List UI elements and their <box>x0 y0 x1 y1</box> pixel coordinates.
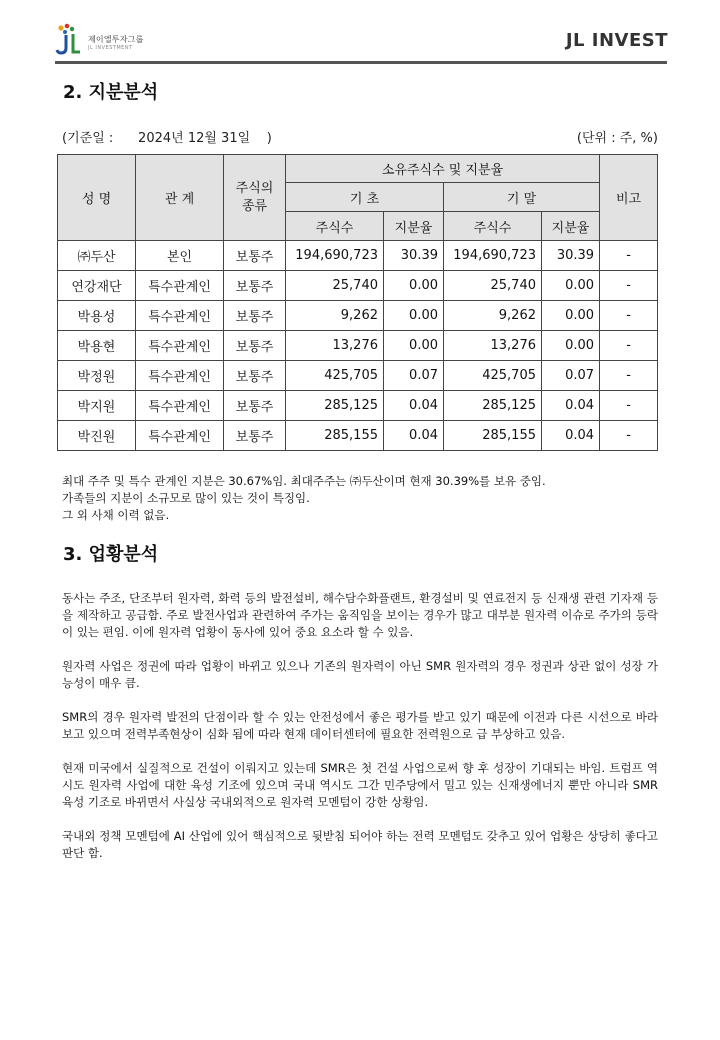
cell-end-shares: 9,262 <box>444 301 542 331</box>
cell-relation: 특수관계인 <box>136 361 224 391</box>
header-end-shares: 주식수 <box>444 212 542 241</box>
cell-begin-ratio: 0.00 <box>384 301 444 331</box>
cell-end-shares: 285,125 <box>444 391 542 421</box>
table-row <box>58 391 658 421</box>
cell-end-shares: 285,155 <box>444 421 542 451</box>
paragraph: 동사는 주조, 단조부터 원자력, 화력 등의 발전설비, 해수담수화플랜트, 환경설비 및 연료전지 등 신재생 관련 기자재 등을 제작하고 공급함. 주로 발전사업과 관련하여 주가는 움직임을 보이는 경우가 많고 대부분 원자력 이슈로 주가의 등락이 있는 편임. 이에 원자력 업황이 동사에 있어 중요 요소라 할 수 있음. <box>62 591 658 639</box>
note-line: 최대 주주 및 특수 관계인 지분은 30.67%임. 최대주주는 ㈜두산이며 현재 30.39%를 보유 중임. <box>62 474 546 488</box>
table-row <box>58 361 658 391</box>
table-row <box>58 301 658 331</box>
cell-end-ratio: 0.00 <box>542 331 600 361</box>
cell-type: 보통주 <box>224 301 286 331</box>
note-line: 가족들의 지분이 소규모로 많이 있는 것이 특징임. <box>62 491 310 505</box>
cell-end-ratio: 0.07 <box>542 361 600 391</box>
cell-relation: 특수관계인 <box>136 271 224 301</box>
paragraph: 현재 미국에서 실질적으로 건설이 이뤄지고 있는데 SMR은 첫 건설 사업으로써 향 후 성장이 기대되는 바임. 트럼프 역시도 원자력 사업에 대한 육성 기조에 있으며 국내 역시도 그간 민주당에서 밀고 있는 신재생에너지 뿐만 아니라 SMR 육성 기조로 바뀌면서 사실상 국내외적으로 원자력 모멘텀이 강한 상황임. <box>62 761 658 809</box>
table-row <box>58 331 658 361</box>
cell-name: ㈜두산 <box>58 241 136 271</box>
cell-end-ratio: 0.00 <box>542 301 600 331</box>
header-end-ratio: 지분율 <box>542 212 600 241</box>
header-begin: 기 초 <box>286 183 444 212</box>
note-line: 그 외 사채 이력 없음. <box>62 508 170 522</box>
cell-remark: - <box>600 271 658 301</box>
shareholding-table <box>57 154 658 451</box>
cell-begin-shares: 9,262 <box>286 301 384 331</box>
cell-end-shares: 194,690,723 <box>444 241 542 271</box>
cell-remark: - <box>600 301 658 331</box>
cell-type: 보통주 <box>224 421 286 451</box>
cell-type: 보통주 <box>224 361 286 391</box>
cell-type: 보통주 <box>224 391 286 421</box>
header-remark: 비고 <box>600 155 658 241</box>
cell-name: 연강재단 <box>58 271 136 301</box>
cell-end-shares: 25,740 <box>444 271 542 301</box>
table-row <box>58 271 658 301</box>
cell-remark: - <box>600 421 658 451</box>
cell-end-shares: 13,276 <box>444 331 542 361</box>
cell-begin-shares: 13,276 <box>286 331 384 361</box>
section-3-title: 3. 업황분석 <box>63 544 159 565</box>
cell-name: 박정원 <box>58 361 136 391</box>
cell-begin-ratio: 0.04 <box>384 391 444 421</box>
cell-relation: 특수관계인 <box>136 331 224 361</box>
cell-name: 박용성 <box>58 301 136 331</box>
cell-remark: - <box>600 331 658 361</box>
table-row <box>58 241 658 271</box>
cell-relation: 본인 <box>136 241 224 271</box>
company-logo <box>54 22 174 56</box>
cell-end-ratio: 30.39 <box>542 241 600 271</box>
cell-type: 보통주 <box>224 271 286 301</box>
paragraph: SMR의 경우 원자력 발전의 단점이라 할 수 있는 안전성에서 좋은 평가를 받고 있기 때문에 이전과 다른 시선으로 바라보고 있으며 전력부족현상이 심화 됨에 따라 현재 데이터센터에 필요한 전력원으로 급 부상하고 있음. <box>62 710 658 741</box>
header-stock-type: 주식의 종류 <box>224 155 286 241</box>
cell-name: 박용현 <box>58 331 136 361</box>
paragraph: 원자력 사업은 정권에 따라 업황이 바뀌고 있으나 기존의 원자력이 아닌 SMR 원자력의 경우 정권과 상관 없이 성장 가능성이 매우 큼. <box>62 659 658 690</box>
cell-name: 박진원 <box>58 421 136 451</box>
cell-begin-ratio: 0.00 <box>384 271 444 301</box>
paragraph: 국내외 정책 모멘텀에 AI 산업에 있어 핵심적으로 뒷받침 되어야 하는 전력 모멘텀도 갖추고 있어 업황은 상당히 좋다고 판단 함. <box>62 829 658 860</box>
brand-title: JL INVEST <box>565 30 668 51</box>
cell-end-shares: 425,705 <box>444 361 542 391</box>
cell-relation: 특수관계인 <box>136 301 224 331</box>
logo-text: 제이엘투자그룹 <box>88 35 144 44</box>
cell-begin-ratio: 0.07 <box>384 361 444 391</box>
cell-begin-shares: 25,740 <box>286 271 384 301</box>
unit-label: (단위 : 주, %) <box>576 131 658 146</box>
industry-analysis-text <box>62 590 658 879</box>
table-row <box>58 421 658 451</box>
cell-remark: - <box>600 241 658 271</box>
cell-type: 보통주 <box>224 241 286 271</box>
header-end: 기 말 <box>444 183 600 212</box>
cell-begin-ratio: 0.04 <box>384 421 444 451</box>
cell-type: 보통주 <box>224 331 286 361</box>
cell-begin-shares: 194,690,723 <box>286 241 384 271</box>
cell-relation: 특수관계인 <box>136 391 224 421</box>
jl-logo-icon <box>54 22 86 56</box>
cell-name: 박지원 <box>58 391 136 421</box>
cell-begin-ratio: 0.00 <box>384 331 444 361</box>
section-2-title: 2. 지분분석 <box>63 82 159 103</box>
cell-end-ratio: 0.00 <box>542 271 600 301</box>
header-name: 성 명 <box>58 155 136 241</box>
page-header <box>0 0 720 70</box>
header-begin-shares: 주식수 <box>286 212 384 241</box>
header-holdings: 소유주식수 및 지분율 <box>286 155 600 183</box>
cell-begin-shares: 285,125 <box>286 391 384 421</box>
cell-remark: - <box>600 361 658 391</box>
cell-begin-shares: 285,155 <box>286 421 384 451</box>
cell-end-ratio: 0.04 <box>542 391 600 421</box>
shareholding-notes <box>62 473 546 524</box>
cell-begin-shares: 425,705 <box>286 361 384 391</box>
header-rule <box>55 61 667 64</box>
logo-subtext: JL INVESTMENT <box>88 45 133 51</box>
header-begin-ratio: 지분율 <box>384 212 444 241</box>
header-relation: 관 계 <box>136 155 224 241</box>
cell-relation: 특수관계인 <box>136 421 224 451</box>
basis-date: (기준일 : 2024년 12월 31일 ) <box>62 131 272 146</box>
cell-end-ratio: 0.04 <box>542 421 600 451</box>
cell-remark: - <box>600 391 658 421</box>
cell-begin-ratio: 30.39 <box>384 241 444 271</box>
